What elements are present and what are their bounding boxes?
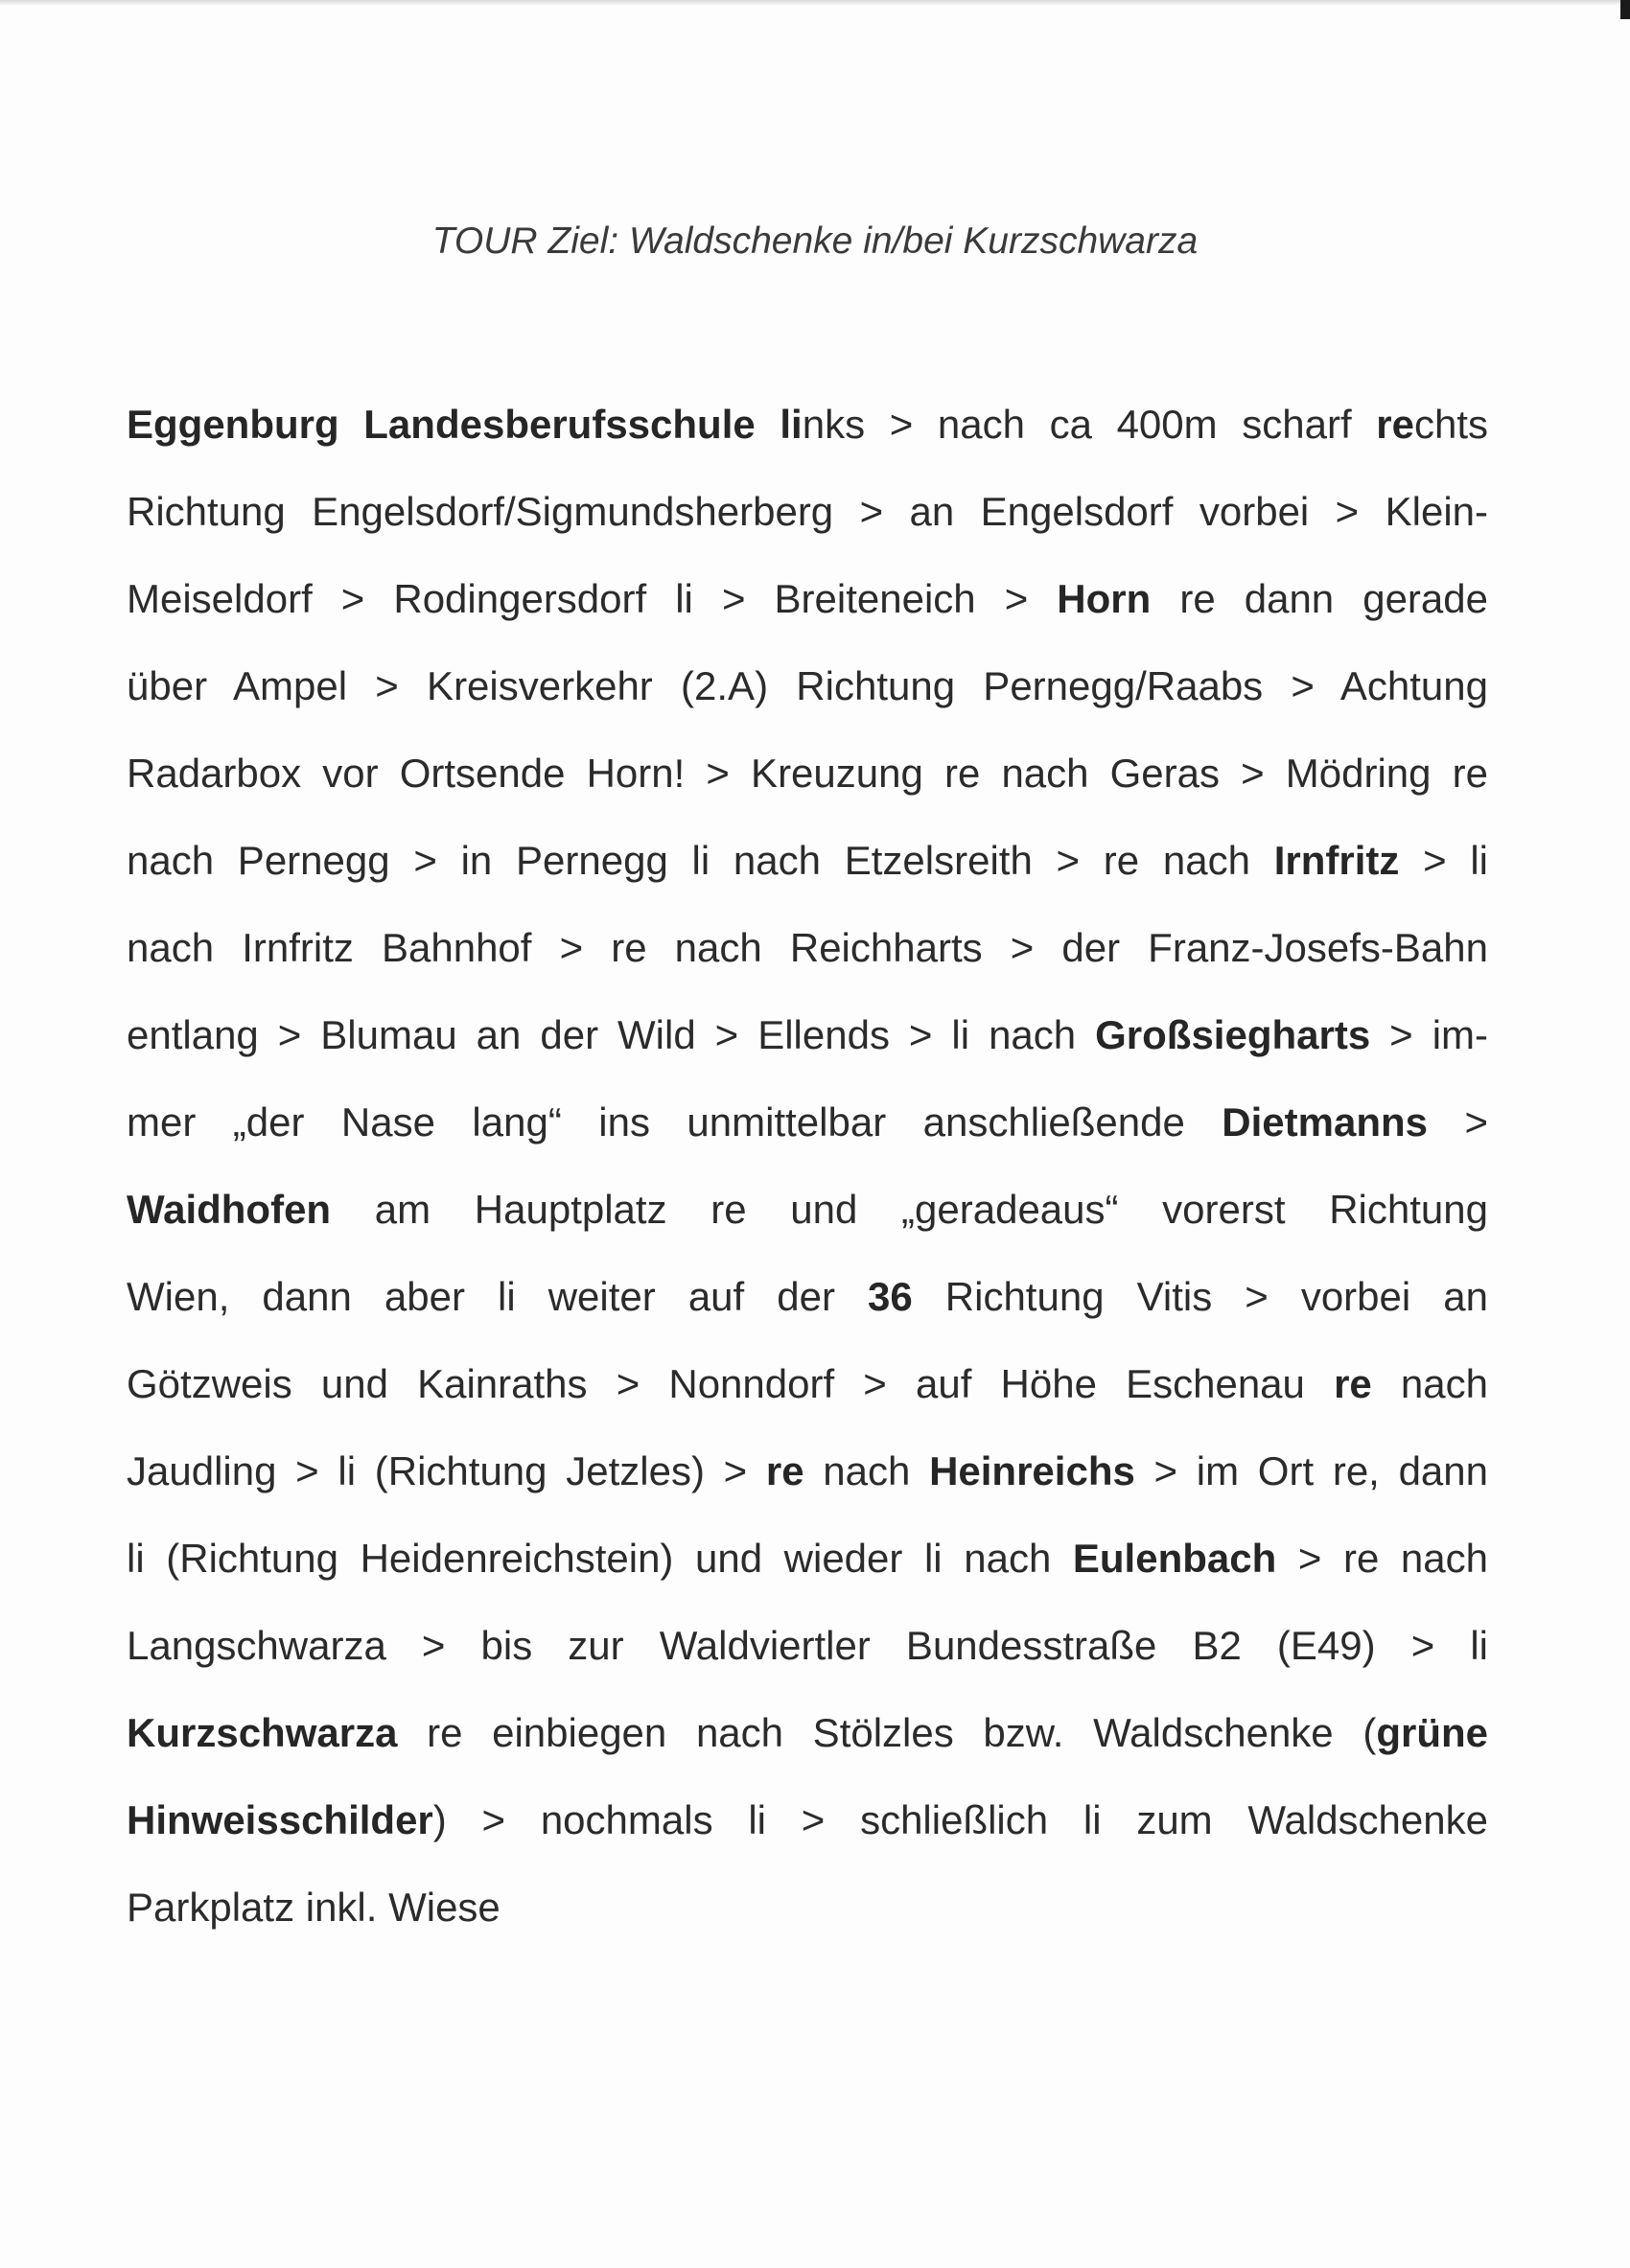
text-line [127, 1700, 1488, 1787]
text-segment: entlang > Blumau an der Wild > Ellends > li nach [127, 1012, 1096, 1057]
text-segment: > im- [1370, 1012, 1488, 1057]
text-segment: nach Irnfritz Bahnhof > re nach Reichharts > der Franz-Josefs-Bahn [127, 925, 1488, 970]
text-segment: li (Richtung Heidenreichstein) und wieder li nach [127, 1536, 1073, 1581]
bold-text-segment: re [765, 1448, 804, 1493]
text-line [127, 391, 1488, 478]
text-line [127, 566, 1488, 653]
text-line [127, 1438, 1488, 1525]
bold-text-segment: Horn [1057, 576, 1152, 621]
text-segment: Götzweis und Kainraths > Nonndorf > auf Höhe Eschenau [127, 1361, 1335, 1406]
text-segment: Radarbox vor Ortsende Horn! > Kreuzung re nach Geras > Mödring re [127, 751, 1488, 796]
text-line [127, 1176, 1488, 1263]
bold-text-segment: Irnfritz [1273, 838, 1400, 883]
title-tour: TOUR [431, 220, 548, 262]
text-segment: Jaudling > li (Richtung Jetzles) > [127, 1448, 766, 1493]
bold-text-segment: 36 [868, 1274, 913, 1319]
text-segment: Richtung Engelsdorf/Sigmundsherberg > an Engelsdorf vorbei > Klein- [127, 489, 1488, 534]
text-segment: re dann gerade [1151, 576, 1488, 621]
bold-text-segment: Dietmanns [1222, 1099, 1428, 1145]
scan-edge-mark [1620, 0, 1630, 19]
text-segment: Parkplatz inkl. Wiese [127, 1885, 501, 1930]
text-line [127, 1351, 1488, 1438]
text-segment: mer „der Nase lang“ ins unmittelbar anschließende [127, 1099, 1222, 1145]
bold-text-segment: Hinweisschilder [127, 1797, 433, 1842]
text-line [127, 740, 1488, 827]
bold-text-segment: Eulenbach [1072, 1536, 1277, 1581]
title-ziel: Ziel: [547, 220, 629, 262]
bold-text-segment: re [1376, 402, 1414, 447]
text-segment: Wien, dann aber li weiter auf der [127, 1274, 869, 1319]
bold-text-segment: re [1334, 1361, 1372, 1406]
text-line [127, 1263, 1488, 1351]
text-segment: ) > nochmals li > schließlich li zum Waldschenke [432, 1797, 1488, 1842]
bold-text-segment: Eggenburg Landesberufsschule li [127, 402, 803, 447]
text-segment: re einbiegen nach Stölzles bzw. Waldschenke ( [397, 1710, 1377, 1755]
text-segment: am Hauptplatz re und „geradeaus“ vorerst Richtung [331, 1187, 1488, 1232]
title-kurzschwarza: Kurzschwarza [963, 220, 1199, 262]
text-segment: > li [1399, 838, 1488, 883]
text-segment: chts [1413, 402, 1488, 447]
bold-text-segment: grüne [1376, 1710, 1488, 1755]
bold-text-segment: Heinreichs [929, 1448, 1135, 1493]
route-description [127, 391, 1488, 1961]
text-segment: über Ampel > Kreisverkehr (2.A) Richtung Pernegg/Raabs > Achtung [127, 663, 1488, 708]
text-segment: nach [1371, 1361, 1488, 1406]
text-line [127, 1874, 1488, 1961]
bold-text-segment: Großsiegharts [1095, 1012, 1371, 1057]
text-segment: > re nach [1276, 1536, 1488, 1581]
text-line [127, 914, 1488, 1002]
text-segment: Meiseldorf > Rodingersdorf li > Breiteneich > [127, 576, 1058, 621]
text-line [127, 1787, 1488, 1874]
text-segment: nach Pernegg > in Pernegg li nach Etzelsreith > re nach [127, 838, 1274, 883]
text-segment: Langschwarza > bis zur Waldviertler Bundesstraße B2 (E49) > li [127, 1623, 1488, 1668]
text-line [127, 1002, 1488, 1089]
document-title [0, 220, 1630, 263]
text-segment: nach [803, 1448, 930, 1493]
text-line [127, 1089, 1488, 1176]
text-segment: > im Ort re, dann [1134, 1448, 1488, 1493]
text-segment: nks > nach ca 400m scharf [802, 402, 1377, 447]
title-waldschenke: Waldschenke [628, 220, 853, 262]
scan-edge-shadow [0, 0, 1630, 6]
title-in-bei: in/bei [852, 220, 964, 262]
text-segment: Richtung Vitis > vorbei an [912, 1274, 1488, 1319]
text-line [127, 1525, 1488, 1612]
bold-text-segment: Kurzschwarza [127, 1710, 398, 1755]
text-line [127, 1612, 1488, 1700]
text-segment: > [1428, 1099, 1488, 1145]
text-line [127, 478, 1488, 566]
bold-text-segment: Waidhofen [127, 1187, 332, 1232]
text-line [127, 827, 1488, 914]
text-line [127, 653, 1488, 740]
